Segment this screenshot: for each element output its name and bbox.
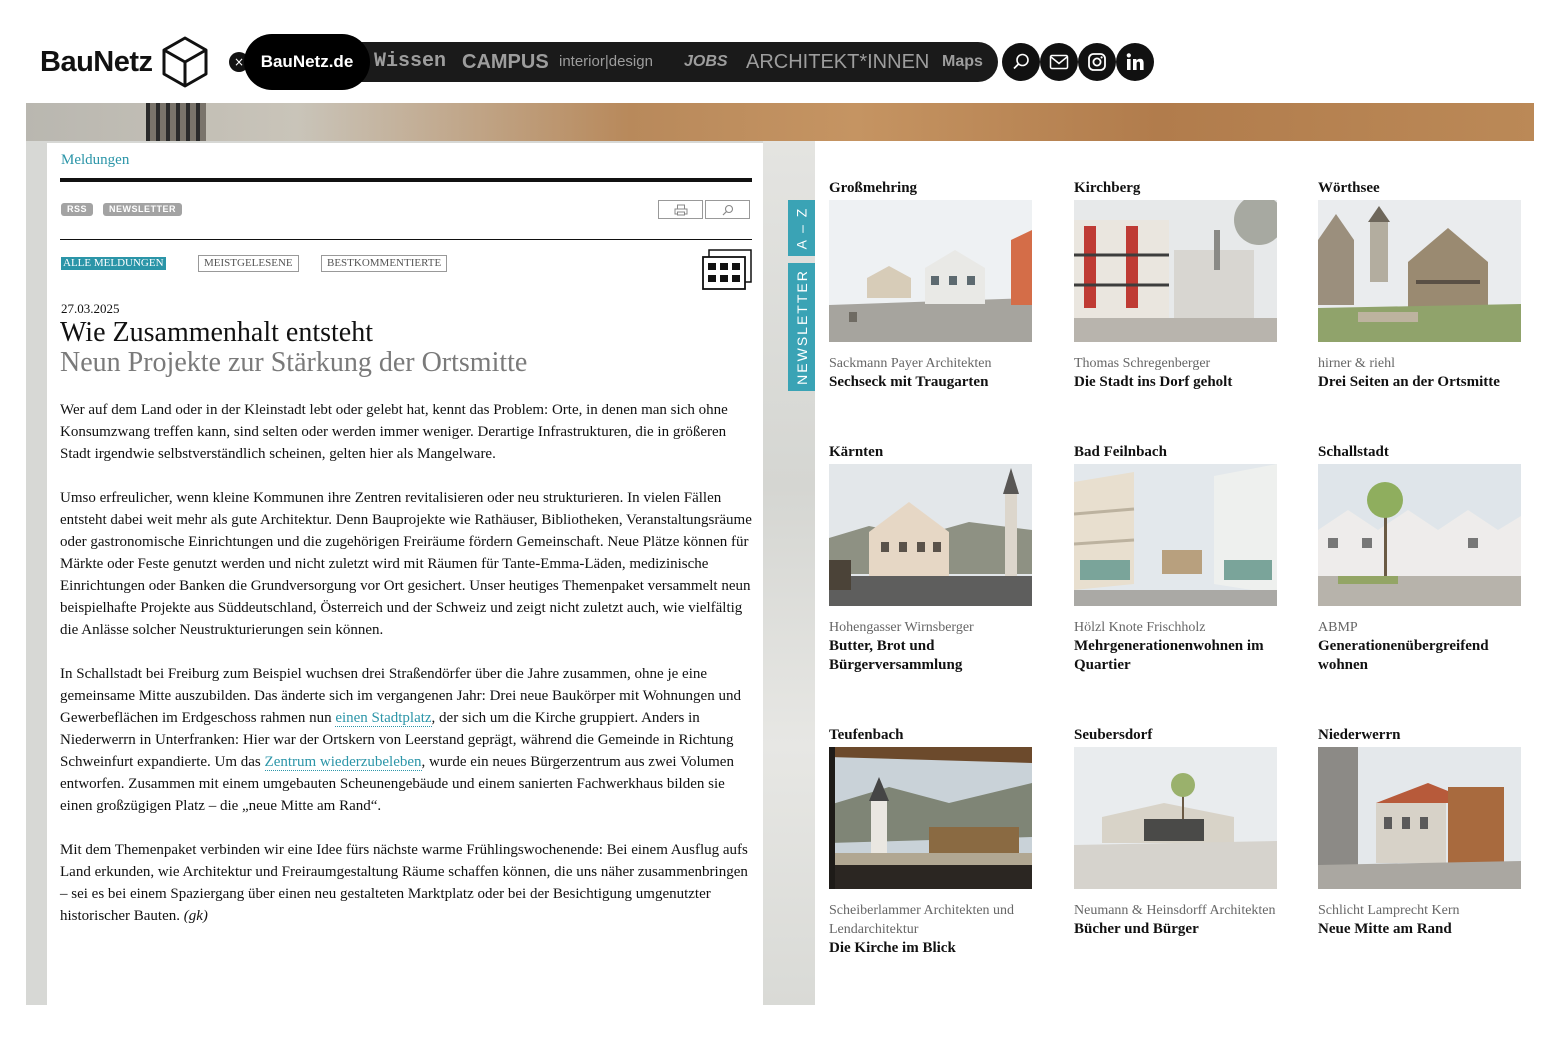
link-stadtplatz[interactable]: einen Stadtplatz (335, 710, 432, 726)
project-grid (815, 141, 1534, 1005)
filter-most-read[interactable]: MEISTGELESENE (198, 255, 299, 272)
project-architect: Hohengasser Wirnsberger (829, 620, 974, 635)
filter-most-commented[interactable]: BESTKOMMENTIERTE (321, 255, 447, 272)
project-title[interactable]: Bücher und Bürger (1074, 921, 1199, 937)
tab-newsletter[interactable]: NEWSLETTER (788, 263, 815, 391)
project-architect: ABMP (1318, 620, 1358, 635)
project-location: Seubersdorf (1074, 727, 1153, 743)
instagram-button[interactable] (1078, 43, 1116, 81)
project-card[interactable] (1074, 726, 1284, 939)
instagram-icon (1087, 52, 1107, 72)
project-photo[interactable] (829, 464, 1032, 606)
project-location: Wörthsee (1318, 180, 1380, 196)
project-location: Bad Feilnbach (1074, 444, 1167, 460)
project-photo[interactable] (1318, 747, 1521, 889)
article-panel (47, 143, 763, 1005)
print-button[interactable] (658, 200, 703, 219)
nav-item-campus[interactable]: CAMPUS (462, 51, 549, 73)
article-headline: Wie Zusammenhalt entsteht (60, 317, 374, 348)
newsletter-pill-button[interactable]: NEWSLETTER (103, 203, 182, 216)
project-architect: Neumann & Heinsdorff Architekten (1074, 903, 1276, 918)
project-title[interactable]: Die Stadt ins Dorf geholt (1074, 374, 1233, 390)
project-card[interactable] (1318, 179, 1528, 392)
project-card[interactable] (829, 179, 1039, 392)
project-location: Teufenbach (829, 727, 904, 743)
project-card[interactable] (829, 443, 1039, 675)
project-photo[interactable] (829, 200, 1032, 342)
grid-view-icon[interactable] (702, 249, 752, 291)
dark-slat-detail (146, 103, 206, 141)
project-title[interactable]: Butter, Brot und Bürgerversammlung (829, 638, 963, 673)
project-architect: hirner & riehl (1318, 356, 1395, 371)
project-title[interactable]: Die Kirche im Blick (829, 940, 956, 956)
project-location: Schallstadt (1318, 444, 1389, 460)
project-title[interactable]: Generationenübergreifend wohnen (1318, 638, 1489, 673)
tab-a-z[interactable]: A – Z (788, 200, 815, 256)
project-architect: Scheiberlammer Architekten und Lendarchitektur (829, 903, 1015, 937)
mail-icon (1049, 54, 1069, 70)
project-architect: Sackmann Payer Architekten (829, 356, 992, 371)
nav-item-wissen[interactable]: Wissen (374, 50, 447, 73)
link-zentrum-wiederzubeleben[interactable]: Zentrum wiederzubeleben (264, 754, 422, 770)
project-card[interactable] (1318, 726, 1528, 939)
project-photo[interactable] (1074, 747, 1277, 889)
linkedin-button[interactable] (1116, 43, 1154, 81)
article-paragraph: Umso erfreulicher, wenn kleine Kommunen ihre Zentren revitalisieren oder neu strukturieren. In vielen Fällen entsteht dabei weit mehr als gute Architektur. Denn Bauprojekte wie Rathäuser, Bibliotheken, Veranstaltungsräume oder gastronomische Einrichtungen und die zugehörigen Freiräume fördern Gemeinschaft. Neue Plätze können für Märkte oder Feste genutzt werden und nicht zuletzt wird mit Räumen für Tante-Emma-Läden, medizinische Einrichtungen oder Banken die Grundversorgung vor Ort gesichert. Unser heutiges Themenpaket versammelt neun beispielhafte Projekte aus Süddeutschland, Österreich und der Schweiz und zeigt nicht zuletzt auch, wie vielfältig die Anlässe solcher Neustrukturierungen sein können. (60, 490, 752, 638)
project-location: Niederwerrn (1318, 727, 1401, 743)
project-card[interactable] (829, 726, 1039, 958)
wood-ceiling-strip (26, 103, 1534, 141)
project-architect: Thomas Schregenberger (1074, 356, 1211, 371)
article-date: 27.03.2025 (61, 301, 120, 316)
project-card[interactable] (1074, 443, 1284, 675)
project-card[interactable] (1318, 443, 1528, 675)
article-paragraph: Mit dem Themenpaket verbinden wir eine Idee fürs nächste warme Frühlingswochenende: Bei einem Ausflug aufs Land erkunden, wie Architektur und Freiraumgestaltung Räume schaffen können, die uns näher zusammenbringen – sei es bei einem Spaziergang über einen neu gestalteten Marktplatz oder bei der Besichtigung umgenutzter historischer Bauten. (gk) (60, 842, 748, 924)
filter-divider (60, 239, 752, 240)
project-location: Kirchberg (1074, 180, 1141, 196)
project-photo[interactable] (1318, 200, 1521, 342)
article-body (60, 399, 754, 949)
nav-item-maps[interactable]: Maps (942, 53, 983, 70)
article-search-button[interactable] (705, 200, 750, 219)
search-button[interactable] (1002, 43, 1040, 81)
project-title[interactable]: Mehrgenerationenwohnen im Quartier (1074, 638, 1264, 673)
article-paragraph: In Schallstadt bei Freiburg zum Beispiel wuchsen drei Straßendörfer über die Jahre zusammen, ohne je eine gemeinsame Mitte auszubilden. Das änderte sich im vergangenen Jahr: Drei neue Baukörper mit Wohnungen und Gewerbeflächen im Erdgeschoss rahmen nun einen Stadtplatz, der sich um die Kirche gruppiert. Anders in Niederwerrn in Unterfranken: Hier war der Ortskern von Leerstand geprägt, während die Gemeinde in Richtung Schweinfurt expandierte. Um das Zentrum wiederzubeleben, wurde ein neues Bürgerzentrum aus zwei Volumen entworfen. Zusammen mit einem umgebauten Scheunengebäude und einem sanierten Fachwerkhaus bilden sie einen großzügigen Platz – die „neue Mitte am Rand“. (60, 666, 741, 814)
section-divider (60, 178, 752, 182)
logo-wordmark: BauNetz (40, 45, 153, 78)
project-title[interactable]: Neue Mitte am Rand (1318, 921, 1452, 937)
search-icon (721, 204, 734, 216)
print-icon (674, 204, 688, 216)
baunetz-logo[interactable] (40, 36, 208, 88)
project-title[interactable]: Drei Seiten an der Ortsmitte (1318, 374, 1500, 390)
linkedin-icon (1125, 52, 1145, 72)
filter-all-news[interactable]: ALLE MELDUNGEN (63, 257, 164, 269)
project-title[interactable]: Sechseck mit Traugarten (829, 374, 989, 390)
section-link-meldungen[interactable]: Meldungen (61, 152, 130, 168)
article-subheadline: Neun Projekte zur Stärkung der Ortsmitte (60, 347, 528, 378)
nav-item-architekt-innen[interactable]: ARCHITEKT*INNEN (746, 51, 930, 73)
project-architect: Schlicht Lamprecht Kern (1318, 903, 1460, 918)
project-architect: Hölzl Knote Frischholz (1074, 620, 1206, 635)
project-location: Großmehring (829, 180, 918, 196)
article-paragraph: Wer auf dem Land oder in der Kleinstadt lebt oder gelebt hat, kennt das Problem: Orte, in denen man sich ohne Konsumzwang treffen kann, sind selten oder werden immer weniger. Derartige Infrastrukturen, die in größeren Stadt irgendwie selbstverständlich scheinen, gelten hier als Mangelware. (60, 402, 728, 462)
nav-close-button[interactable]: × (229, 52, 249, 72)
project-photo[interactable] (1074, 464, 1277, 606)
project-photo[interactable] (829, 747, 1032, 889)
project-photo[interactable] (1074, 200, 1277, 342)
rss-button[interactable]: RSS (61, 203, 93, 216)
cube-logo-icon (162, 36, 208, 88)
nav-item-baunetz-de[interactable]: BauNetz.de (244, 34, 370, 90)
nav-item-jobs[interactable]: JOBS (684, 53, 728, 70)
author-initials: (gk) (183, 908, 208, 924)
project-photo[interactable] (1318, 464, 1521, 606)
project-card[interactable] (1074, 179, 1284, 392)
nav-item-interior-design[interactable]: interior|design (559, 53, 653, 70)
mail-button[interactable] (1040, 43, 1078, 81)
search-icon (1011, 52, 1031, 72)
project-location: Kärnten (829, 444, 884, 460)
